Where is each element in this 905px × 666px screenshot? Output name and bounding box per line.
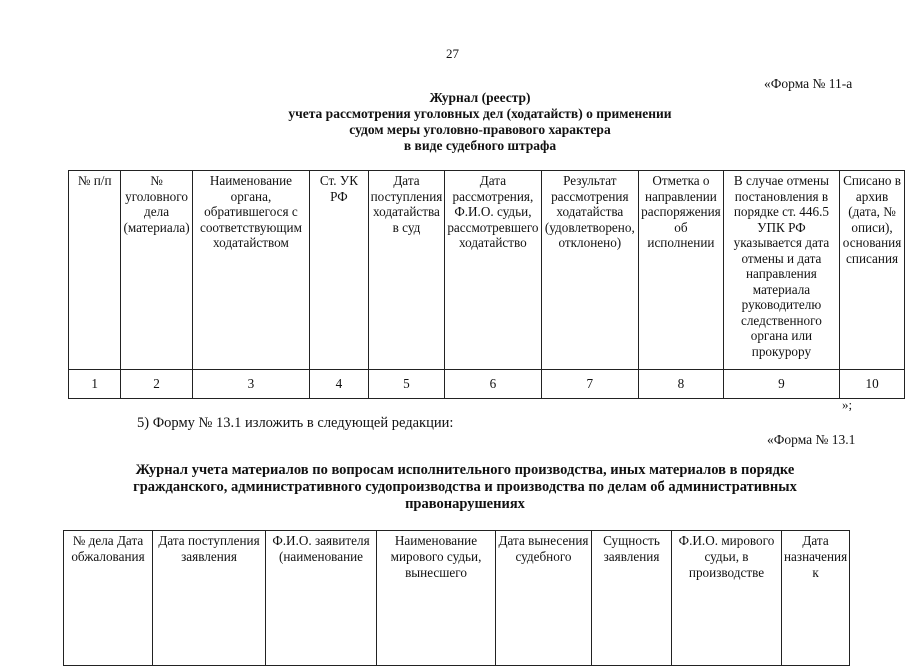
header-cell: Наименование мирового судьи, вынесшего [377,531,496,666]
column-number-cell: 10 [840,370,905,399]
journal-13-1-header-row [64,531,850,666]
column-number-cell: 2 [121,370,192,399]
journal-13-1-title [80,462,850,513]
header-cell: Списано в архив (дата, № описи), основания списания [840,171,905,370]
column-number-cell: 7 [541,370,639,399]
column-number-cell: 8 [639,370,724,399]
header-cell: № уголовного дела (материала) [121,171,192,370]
closing-quote-mark: »; [842,397,853,412]
header-cell: Дата поступления заявления [153,531,266,666]
journal-13-1-title-line: правонарушениях [405,496,525,512]
journal-11a-header-row [69,171,905,370]
journal-13-1-table [63,530,850,666]
column-number-cell: 5 [368,370,445,399]
header-cell: Дата вынесения судебного [496,531,592,666]
header-cell: Ф.И.О. мирового судьи, в производстве [672,531,782,666]
journal-11a-title-line: в виде судебного штрафа [403,138,557,153]
journal-13-1-title-line: Журнал учета материалов по вопросам исполнительного производства, иных материалов в порядке [135,462,795,478]
journal-11a-title-line: судом меры уголовно-правового характера [349,122,611,137]
column-number-cell: 6 [445,370,541,399]
form-11a-label: «Форма № 11-а [764,76,853,91]
column-number-cell: 9 [723,370,839,399]
header-cell: Дата поступления ходатайства в суд [368,171,445,370]
header-cell: Сущность заявления [592,531,672,666]
header-cell: Ст. УК РФ [310,171,368,370]
header-cell: № дела Дата обжалования [64,531,153,666]
column-number-cell: 4 [310,370,368,399]
journal-11a-title-line: Журнал (реестр) [429,90,531,105]
column-number-cell: 3 [192,370,310,399]
header-cell: Наименование органа, обратившегося с соответствующим ходатайством [192,171,310,370]
header-cell: № п/п [69,171,121,370]
amendment-instruction: 5) Форму № 13.1 изложить в следующей редакции: [137,415,454,431]
journal-11a-title [200,90,760,154]
journal-13-1-title-line: гражданского, административного судопроизводства и производства по делам об административных [133,479,797,495]
page-number: 27 [446,46,459,61]
header-cell: Дата назначения к [782,531,850,666]
journal-11a-table [68,170,905,399]
form-13-1-label: «Форма № 13.1 [767,432,856,447]
header-cell: Ф.И.О. заявителя (наименование [266,531,377,666]
header-cell: Дата рассмотрения, Ф.И.О. судьи, рассмотревшего ходатайство [445,171,541,370]
header-cell: В случае отмены постановления в порядке ст. 446.5 УПК РФ указывается дата отмены и дата направления материала руководителю следственного органа или прокурору [723,171,839,370]
journal-11a-column-numbers-row [69,370,905,399]
header-cell: Отметка о направлении распоряжения об исполнении [639,171,724,370]
journal-11a-title-line: учета рассмотрения уголовных дел (ходатайств) о применении [288,106,672,121]
header-cell: Результат рассмотрения ходатайства (удовлетворено, отклонено) [541,171,639,370]
column-number-cell: 1 [69,370,121,399]
